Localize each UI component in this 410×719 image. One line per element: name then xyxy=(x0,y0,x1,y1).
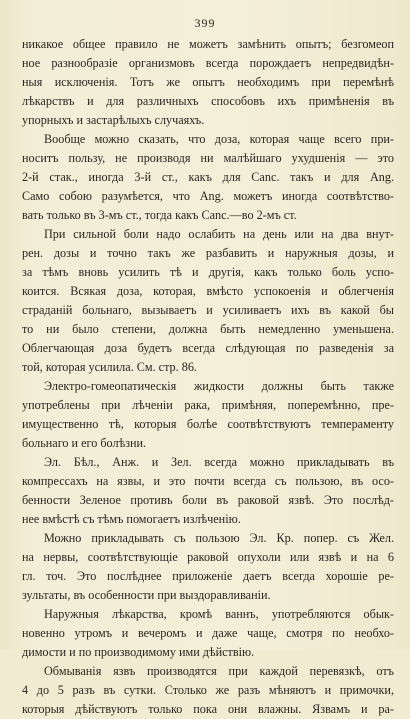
text-line: больнаго и его болѣзни. xyxy=(22,436,147,450)
body-text xyxy=(22,35,394,719)
text-line: Облегчающая доза будетъ всегда слѣдующая по разведенія за xyxy=(22,341,394,355)
text-line: 4 до 5 разъ въ сутки. Столько же разъ мѣняютъ и примочки, xyxy=(22,683,394,697)
text-line: той, которая усилила. См. стр. 86. xyxy=(22,360,197,374)
text-line: носитъ пользу, не производя ни малѣйшаго ухудшенія — это xyxy=(22,151,394,165)
text-line: 2-й стак., иногда 3-й ст., какъ для Canc. такъ и для Ang. xyxy=(22,170,394,184)
text-line: димости и по производимому ими дѣйствію. xyxy=(22,645,255,659)
text-line: нее вмѣстѣ съ тѣмъ помогаетъ излѣченію. xyxy=(22,512,241,526)
text-line: компрессахъ на язвы, и это почти всегда съ пользою, въ осо- xyxy=(22,474,394,488)
text-line: Само собою разумѣется, что Ang. можетъ иногда соотвѣтство- xyxy=(22,189,394,203)
text-line: Вообще можно сказать, что доза, которая чаще всего при- xyxy=(44,132,394,146)
text-line: гл. точ. Это послѣднее приложеніе даетъ всегда хорошіе ре- xyxy=(22,569,394,583)
text-line: Обмыванія язвъ производятся при каждой перевязкѣ, отъ xyxy=(44,664,394,678)
text-line: Наружныя лѣкарства, кромѣ ваннъ, употребляются обык- xyxy=(44,607,394,621)
text-line: на нервы, соотвѣтствующіе раковой опухоли или язвѣ и на 6 xyxy=(22,550,394,564)
text-line: При сильной боли надо ослабить на день или на два внут- xyxy=(44,227,394,241)
text-line: за тѣмъ вновь усилить тѣ и другія, какъ только боль успо- xyxy=(22,265,394,279)
page-number: 399 xyxy=(194,16,216,30)
text-line: ное разнообразіе организмовъ всегда порождаетъ непредвидѣн- xyxy=(22,56,394,70)
text-line: употреблены при лѣченіи рака, примѣняя, поперемѣнно, пре- xyxy=(22,398,394,412)
text-line: которыя дѣйствуютъ только пока они влажны. Язвамъ и ра- xyxy=(22,702,394,716)
text-line: никакое общее правило не можетъ замѣнить опытъ; безгомеоп xyxy=(22,37,394,51)
text-line: Электро-гомеопатическія жидкости должны быть также xyxy=(44,379,394,393)
text-line: рен. дозы и точно такъ же разбавить и наружныя дозы, и xyxy=(22,246,394,260)
text-line: Можно прикладывать съ пользою Эл. Кр. попер. съ Жел. xyxy=(44,531,394,545)
text-line: коится. Всякая доза, которая, вмѣсто успокоенія и облегченія xyxy=(22,284,394,298)
text-line: то ни было степени, должна быть немедленно уменьшена. xyxy=(22,322,394,336)
text-line: страданій больнаго, вызываетъ и усиливаетъ ихъ въ какой бы xyxy=(22,303,394,317)
text-line: бенности Зеленое противъ боли въ раковой язвѣ. Это послѣд- xyxy=(22,493,394,507)
text-line: вать только въ 3-мъ ст., тогда какъ Canc.—во 2-мъ ст. xyxy=(22,208,297,222)
text-line: новенно утромъ и вечеромъ и даже чаще, смотря по необхо- xyxy=(22,626,394,640)
text-line: лѣкарствъ и для различныхъ способовъ ихъ примѣненія въ xyxy=(22,94,394,108)
text-line: имущественно тѣ, которыя болѣе соотвѣтствуютъ темпераменту xyxy=(22,417,394,431)
text-line: ныя исключенія. Тотъ же опытъ необходимъ при перемѣнѣ xyxy=(22,75,394,89)
text-line: упорныхъ и застарѣлыхъ случаяхъ. xyxy=(22,113,205,127)
text-line: зультаты, въ особенности при выздоравливаніи. xyxy=(22,588,271,602)
text-line: Эл. Бѣл., Анж. и Зел. всегда можно прикладывать въ xyxy=(44,455,394,469)
